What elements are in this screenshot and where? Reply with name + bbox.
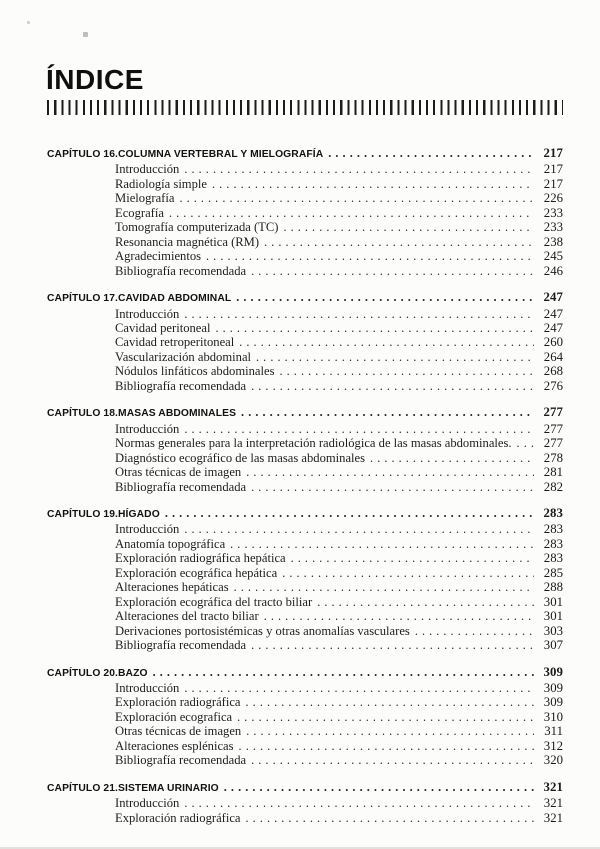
dot-leader	[230, 537, 534, 551]
entry-label: Normas generales para la interpretación radiológica de las masas abdominales.	[115, 436, 512, 451]
entry-page-number: 312	[543, 738, 563, 753]
toc-chapter-heading	[47, 146, 563, 162]
chapter-title: BAZO	[118, 667, 148, 679]
dot-leader	[283, 220, 534, 234]
entry-label: Agradecimientos	[115, 249, 202, 264]
toc-entry	[47, 191, 563, 205]
entry-label: Derivaciones portosistémicas y otras anomalías vasculares	[115, 623, 410, 638]
title-rule-ticks	[47, 100, 563, 115]
toc-entry	[47, 364, 563, 378]
toc-entry	[47, 249, 563, 263]
chapter-page-number: 321	[543, 779, 563, 794]
entry-page-number: 281	[543, 465, 563, 480]
toc-entry	[47, 220, 563, 234]
chapter-number-label: CAPÍTULO 20.	[47, 667, 119, 679]
toc-chapter-heading	[47, 780, 563, 796]
entry-page-number: 277	[543, 421, 563, 436]
scan-speck	[83, 32, 88, 37]
entry-page-number: 278	[543, 450, 563, 465]
dot-leader	[239, 739, 534, 753]
dot-leader	[241, 405, 534, 419]
entry-page-number: 217	[543, 162, 563, 177]
entry-page-number: 301	[543, 594, 563, 609]
entry-page-number: 282	[543, 479, 563, 494]
toc-entry	[47, 624, 563, 638]
entry-page-number: 238	[543, 234, 563, 249]
toc-entry	[47, 436, 563, 450]
dot-leader	[264, 235, 534, 249]
entry-page-number: 311	[544, 724, 563, 739]
toc-chapter-block	[47, 780, 563, 825]
toc-entry	[47, 796, 563, 810]
chapter-title: MASAS ABDOMINALES	[118, 408, 237, 420]
entry-page-number: 285	[543, 565, 563, 580]
chapter-page-number: 277	[543, 405, 563, 420]
toc-entry	[47, 335, 563, 349]
entry-page-number: 233	[543, 205, 563, 220]
dot-leader	[251, 379, 534, 393]
chapter-title: CAVIDAD ABDOMINAL	[118, 293, 232, 305]
toc-entry	[47, 695, 563, 709]
toc-chapter-block	[47, 405, 563, 494]
entry-label: Anatomía topográfica	[115, 536, 226, 551]
dot-leader	[251, 264, 534, 278]
toc-entry	[47, 681, 563, 695]
chapter-number-label: CAPÍTULO 18.	[47, 408, 119, 420]
chapter-page-number: 217	[543, 146, 563, 160]
entry-label: Exploración ecografica	[115, 709, 233, 724]
entry-label: Introducción	[115, 421, 180, 436]
dot-leader	[239, 335, 534, 349]
entry-page-number: 277	[543, 436, 563, 451]
entry-label: Exploración ecográfica del tracto biliar	[115, 594, 313, 609]
entry-label: Otras técnicas de imagen	[115, 465, 242, 480]
toc-entry	[47, 177, 563, 191]
dot-leader	[246, 695, 534, 709]
entry-label: Alteraciones del tracto biliar	[115, 609, 259, 624]
entry-page-number: 217	[543, 176, 563, 191]
entry-page-number: 321	[543, 796, 563, 811]
dot-leader	[317, 595, 534, 609]
toc-chapter-block	[47, 506, 563, 653]
chapter-number-label: CAPÍTULO 16.	[47, 149, 119, 160]
dot-leader	[206, 249, 534, 263]
toc-chapter-heading	[47, 405, 563, 421]
dot-leader	[280, 364, 535, 378]
toc-chapter-block	[47, 146, 563, 278]
dot-leader	[179, 191, 534, 205]
chapter-number-label: CAPÍTULO 17.	[47, 293, 119, 305]
entry-label: Alteraciones hepáticas	[115, 580, 229, 595]
toc-entry	[47, 566, 563, 580]
dot-leader	[264, 609, 534, 623]
toc-chapter-block	[47, 290, 563, 393]
toc-entry	[47, 465, 563, 479]
chapter-title: COLUMNA VERTEBRAL Y MIELOGRAFÍA	[118, 149, 324, 160]
entry-label: Nódulos linfáticos abdominales	[115, 364, 275, 379]
dot-leader	[184, 681, 534, 695]
scan-speck	[27, 21, 30, 24]
entry-page-number: 303	[543, 623, 563, 638]
entry-label: Diagnóstico ecográfico de las masas abdominales	[115, 450, 366, 465]
dot-leader	[251, 753, 534, 767]
entry-label: Bibliografía recomendada	[115, 479, 247, 494]
dot-leader	[184, 162, 534, 176]
dot-leader	[224, 780, 534, 794]
dot-leader	[246, 724, 534, 738]
entry-label: Introducción	[115, 162, 180, 177]
dot-leader	[184, 522, 534, 536]
dot-leader	[251, 638, 534, 652]
toc-entry	[47, 522, 563, 536]
entry-label: Exploración ecográfica hepática	[115, 565, 278, 580]
entry-label: Mielografía	[115, 191, 175, 206]
entry-label: Introducción	[115, 680, 180, 695]
entry-page-number: 283	[543, 536, 563, 551]
dot-leader	[184, 422, 534, 436]
dot-leader	[184, 796, 534, 810]
toc-entry	[47, 350, 563, 364]
page-title: ÍNDICE	[46, 64, 144, 95]
toc-chapter-heading	[47, 506, 563, 522]
dot-leader	[291, 551, 534, 565]
dot-leader	[517, 436, 534, 450]
chapter-number-label: CAPÍTULO 21.	[47, 782, 119, 794]
entry-page-number: 245	[543, 249, 563, 264]
toc-entry	[47, 609, 563, 623]
toc-entry	[47, 235, 563, 249]
entry-page-number: 309	[543, 695, 563, 710]
toc-entry	[47, 480, 563, 494]
dot-leader	[234, 580, 534, 594]
entry-page-number: 321	[543, 810, 563, 825]
entry-label: Cavidad peritoneal	[115, 320, 211, 335]
entry-label: Bibliografía recomendada	[115, 378, 247, 393]
toc-entry	[47, 422, 563, 436]
entry-page-number: 288	[543, 580, 563, 595]
entry-page-number: 307	[543, 638, 563, 653]
dot-leader	[169, 206, 534, 220]
dot-leader	[328, 146, 534, 160]
toc-entry	[47, 739, 563, 753]
entry-page-number: 276	[543, 378, 563, 393]
dot-leader	[153, 665, 534, 679]
entry-label: Radiología simple	[115, 176, 207, 191]
entry-label: Vascularización abdominal	[115, 349, 252, 364]
toc-entry	[47, 811, 563, 825]
chapter-title: SISTEMA URINARIO	[118, 782, 219, 794]
entry-label: Exploración radiográfica hepática	[115, 551, 286, 566]
toc-entry	[47, 638, 563, 652]
dot-leader	[237, 710, 534, 724]
chapter-page-number: 309	[543, 664, 563, 679]
entry-label: Ecografía	[115, 205, 164, 220]
toc-entry	[47, 551, 563, 565]
entry-label: Exploración radiográfica	[115, 810, 241, 825]
entry-label: Resonancia magnética (RM)	[115, 234, 260, 249]
toc-entry	[47, 595, 563, 609]
entry-label: Bibliografía recomendada	[115, 753, 247, 768]
entry-page-number: 260	[543, 335, 563, 350]
entry-page-number: 247	[543, 320, 563, 335]
toc-entry	[47, 724, 563, 738]
dot-leader	[282, 566, 534, 580]
toc-entry	[47, 451, 563, 465]
dot-leader	[236, 290, 534, 304]
entry-page-number: 310	[543, 709, 563, 724]
chapter-title: HÍGADO	[118, 508, 160, 520]
entry-page-number: 247	[543, 306, 563, 321]
toc-entry	[47, 206, 563, 220]
dot-leader	[246, 811, 534, 825]
toc-entry	[47, 753, 563, 767]
dot-leader	[246, 465, 534, 479]
entry-page-number: 283	[543, 522, 563, 537]
entry-page-number: 301	[543, 609, 563, 624]
entry-label: Alteraciones esplénicas	[115, 738, 234, 753]
entry-label: Introducción	[115, 796, 180, 811]
entry-page-number: 283	[543, 551, 563, 566]
entry-page-number: 226	[543, 191, 563, 206]
toc-entry	[47, 537, 563, 551]
entry-label: Bibliografía recomendada	[115, 263, 247, 278]
dot-leader	[165, 506, 534, 520]
entry-label: Introducción	[115, 306, 180, 321]
entry-page-number: 233	[543, 220, 563, 235]
entry-label: Cavidad retroperitoneal	[115, 335, 235, 350]
entry-page-number: 268	[543, 364, 563, 379]
dot-leader	[251, 480, 534, 494]
dot-leader	[256, 350, 534, 364]
toc-entry	[47, 580, 563, 594]
toc-entry	[47, 379, 563, 393]
toc-chapter-heading	[47, 665, 563, 681]
dot-leader	[184, 307, 534, 321]
entry-page-number: 320	[543, 753, 563, 768]
entry-label: Otras técnicas de imagen	[115, 724, 242, 739]
chapter-page-number: 247	[543, 290, 563, 305]
dot-leader	[415, 624, 534, 638]
entry-label: Tomografía computerizada (TC)	[115, 220, 279, 235]
entry-page-number: 309	[543, 680, 563, 695]
toc-entry	[47, 710, 563, 724]
chapter-number-label: CAPÍTULO 19.	[47, 508, 119, 520]
entry-label: Introducción	[115, 522, 180, 537]
chapter-page-number: 283	[543, 505, 563, 520]
toc-entry	[47, 264, 563, 278]
dot-leader	[212, 177, 534, 191]
dot-leader	[370, 451, 534, 465]
toc-chapter-heading	[47, 290, 563, 306]
entry-label: Exploración radiográfica	[115, 695, 241, 710]
toc-entry	[47, 162, 563, 176]
toc-chapter-block	[47, 665, 563, 768]
entry-page-number: 264	[543, 349, 563, 364]
toc-entry	[47, 321, 563, 335]
entry-page-number: 246	[543, 263, 563, 278]
dot-leader	[215, 321, 534, 335]
toc-entry	[47, 307, 563, 321]
toc	[47, 146, 563, 825]
entry-label: Bibliografía recomendada	[115, 638, 247, 653]
